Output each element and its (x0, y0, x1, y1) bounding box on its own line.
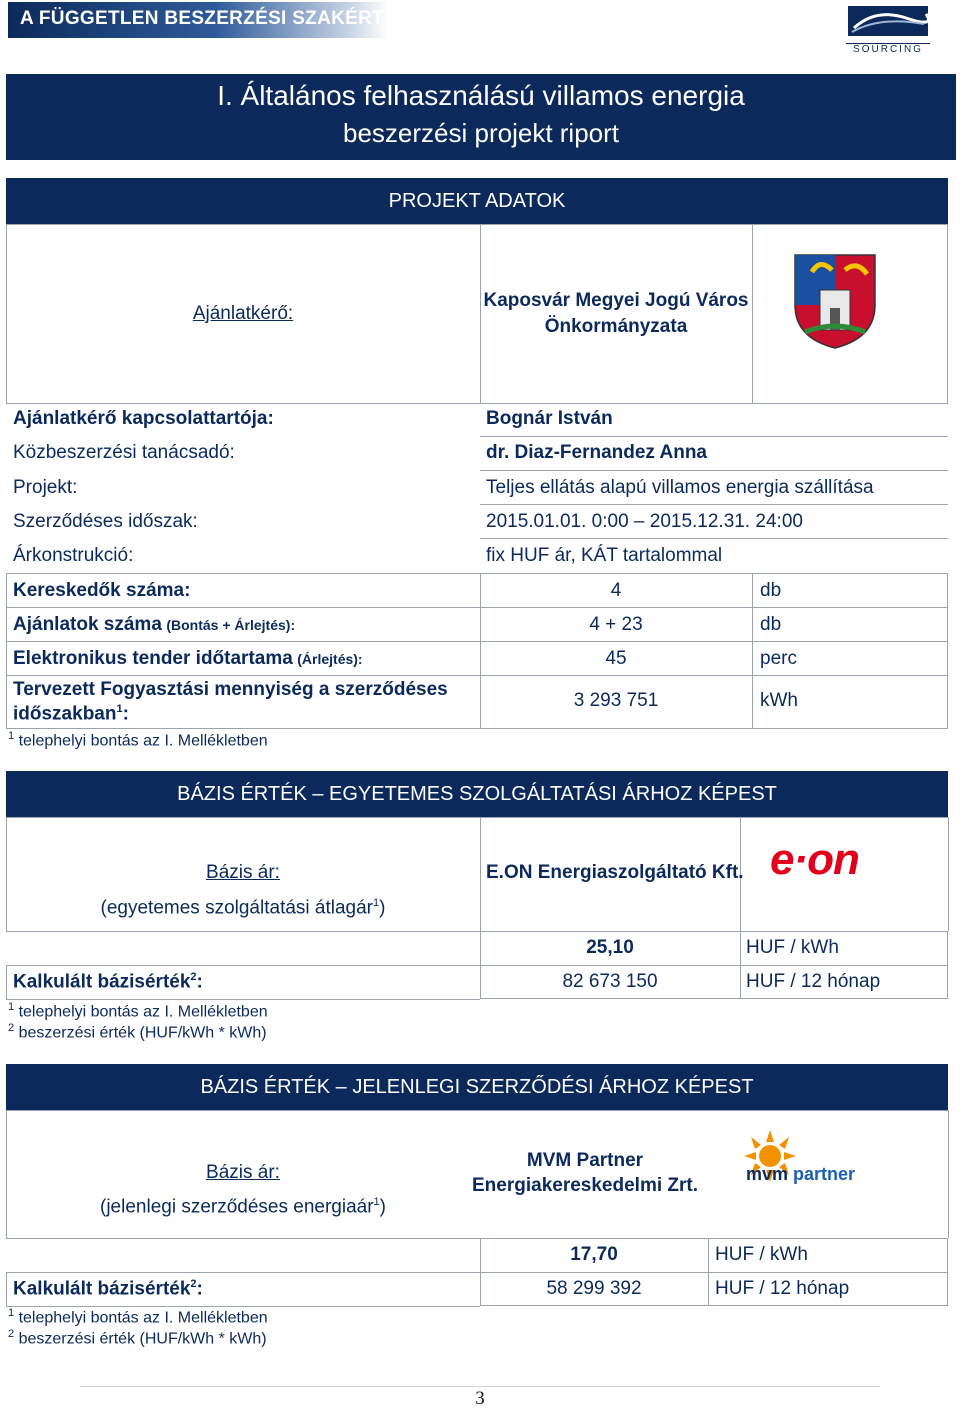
base2-calc-label: Kalkulált bázisérték$^2$: (13, 1278, 203, 1300)
coat-of-arms (790, 250, 880, 350)
title-line2: beszerzési projekt riport (343, 118, 619, 148)
consumption-label-line2: időszakban$^1$: (13, 703, 129, 725)
contact-label: Ajánlatkérő kapcsolattartója: (13, 408, 274, 429)
base2-price-label: Bázis ár: (206, 1162, 280, 1183)
project-section-title: PROJEKT ADATOK (6, 178, 948, 224)
footer-rule (80, 1386, 880, 1387)
base1-footnote-1: $^1$ telephelyi bontás az I. Mellékletben (8, 1001, 268, 1021)
base2-calc-value: 58 299 392 (546, 1278, 642, 1299)
page-number: 3 (475, 1388, 485, 1409)
base2-supplier-line2: Energiakereskedelmi Zrt. (472, 1175, 698, 1196)
base2-footnote-2: $^2$ beszerzési érték (HUF/kWh * kWh) (8, 1328, 267, 1348)
base2-footnote-1: $^1$ telephelyi bontás az I. Mellékletben (8, 1307, 268, 1327)
base1-supplier: E.ON Energiaszolgáltató Kft. (486, 862, 744, 883)
base1-calc-unit: HUF / 12 hónap (746, 971, 881, 992)
base2-supplier-line1: MVM Partner (526, 1150, 644, 1171)
offers-sub: (Bontás + Árlejtés): (166, 617, 296, 633)
base1-section-title: BÁZIS ÉRTÉK – EGYETEMES SZOLGÁLTATÁSI ÁRHOZ KÉPEST (6, 771, 948, 817)
requester-name-line1: Kaposvár Megyei Jogú Város (483, 290, 749, 311)
mvm-logo-text: mvm partner (746, 1164, 856, 1184)
period-value: 2015.01.01. 0:00 – 2015.12.31. 24:00 (486, 511, 803, 532)
base1-footnote-2: $^2$ beszerzési érték (HUF/kWh * kWh) (8, 1022, 267, 1042)
traders-unit: db (760, 580, 782, 601)
sourcing-logo-icon (846, 4, 930, 38)
tender-value: 45 (605, 648, 627, 669)
consumption-unit: kWh (760, 690, 798, 711)
requester-label: Ajánlatkérő: (192, 303, 294, 324)
base1-unit-price: 25,10 (586, 937, 634, 958)
eon-logo (770, 835, 900, 886)
tender-sub: (Árlejtés): (297, 651, 363, 667)
mvm-partner-logo (740, 1130, 900, 1190)
offers-unit: db (760, 614, 782, 635)
title-line1: I. Általános felhasználású villamos energia (217, 80, 745, 111)
base2-section-title: BÁZIS ÉRTÉK – JELENLEGI SZERZŐDÉSI ÁRHOZ KÉPEST (6, 1064, 948, 1110)
base2-price-desc: (jelenlegi szerződéses energiaár$^1$) (100, 1196, 386, 1218)
base1-price-desc: (egyetemes szolgáltatási átlagár$^1$) (100, 897, 386, 919)
contact-value: Bognár István (486, 408, 613, 429)
tender-label-row (13, 648, 363, 670)
project-value: Teljes ellátás alapú villamos energia szállítása (486, 477, 874, 498)
traders-label: Kereskedők száma: (13, 580, 191, 601)
title-box (6, 74, 956, 160)
base1-calc-label: Kalkulált bázisérték$^2$: (13, 971, 203, 993)
base2-unit-price: 17,70 (570, 1244, 618, 1265)
advisor-value: dr. Diaz-Fernandez Anna (486, 442, 707, 463)
tender-label: Elektronikus tender időtartama (13, 648, 293, 669)
offers-label-row (13, 614, 295, 636)
tender-unit: perc (760, 648, 797, 669)
advisor-label: Közbeszerzési tanácsadó: (13, 442, 235, 463)
price-construct-label: Árkonstrukció: (13, 545, 134, 566)
consumption-value: 3 293 751 (573, 690, 659, 711)
period-label: Szerződéses időszak: (13, 511, 198, 532)
coat-of-arms-icon (790, 250, 880, 350)
offers-value: 4 + 23 (589, 614, 643, 635)
base1-price-label: Bázis ár: (206, 862, 280, 883)
eon-logo-text: e·on (770, 835, 859, 884)
consumption-label-line1: Tervezett Fogyasztási mennyiség a szerződéses (13, 679, 448, 700)
project-label: Projekt: (13, 477, 78, 498)
requester-name-line2: Önkormányzata (544, 316, 688, 337)
base2-calc-unit: HUF / 12 hónap (715, 1278, 850, 1299)
base2-unit-price-unit: HUF / kWh (715, 1244, 808, 1265)
footnote-1: $^1$ telephelyi bontás az I. Mellékletben (8, 730, 268, 750)
offers-label: Ajánlatok száma (13, 614, 162, 635)
sourcing-logo-text: SOURCING (846, 43, 930, 55)
traders-value: 4 (610, 580, 622, 601)
base1-unit-price-unit: HUF / kWh (746, 937, 839, 958)
brand-text: A FÜGGETLEN BESZERZÉSI SZAKÉRTŐ (20, 8, 400, 29)
sourcing-logo (846, 4, 930, 55)
price-construct-value: fix HUF ár, KÁT tartalommal (486, 545, 723, 566)
base1-calc-value: 82 673 150 (562, 971, 658, 992)
